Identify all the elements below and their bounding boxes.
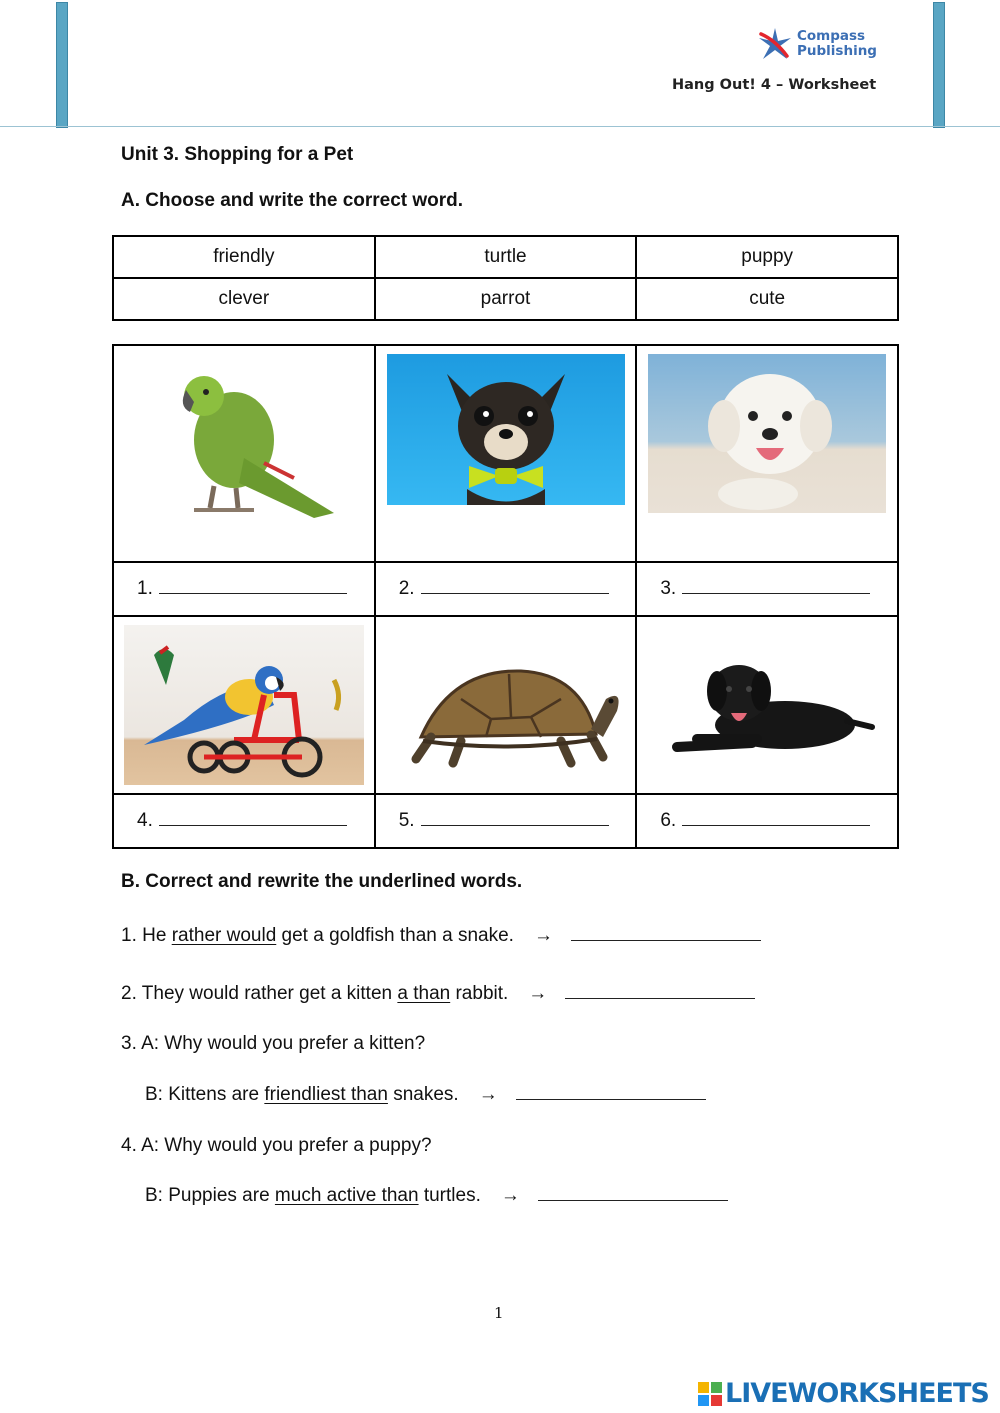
answer-blank-b4[interactable]	[538, 1187, 728, 1201]
answer-number: 4.	[137, 810, 153, 831]
answer-blank-3[interactable]	[682, 580, 870, 594]
compass-publishing-logo	[757, 26, 882, 66]
answer-blank-2[interactable]	[421, 580, 609, 594]
word-bank-cell: cute	[636, 278, 898, 320]
question-text: snakes.	[387, 1084, 459, 1105]
question-text: 2. They would rather get a kitten	[121, 983, 398, 1004]
question-text: rabbit.	[450, 983, 509, 1004]
word-bank-cell: turtle	[375, 236, 637, 278]
word-bank-cell: parrot	[375, 278, 637, 320]
answer-row	[113, 562, 898, 616]
answer-blank-b2[interactable]	[565, 985, 755, 999]
underlined-words: a than	[397, 983, 451, 1004]
answer-blank-b1[interactable]	[571, 927, 761, 941]
word-bank-row	[113, 278, 898, 320]
question-4b	[145, 1185, 728, 1207]
arrow-icon: →	[478, 1084, 498, 1105]
worksheet-title: Hang Out! 4 – Worksheet	[672, 77, 877, 93]
answer-blank-6[interactable]	[682, 812, 870, 826]
underlined-words: rather would	[171, 925, 277, 946]
answer-cell-6	[636, 794, 898, 848]
question-4a: 4. A: Why would you prefer a puppy?	[121, 1135, 432, 1156]
picture-cell-5	[375, 616, 637, 794]
answer-number: 5.	[398, 810, 415, 831]
header-left-bar	[56, 2, 68, 128]
arrow-icon: →	[528, 983, 548, 1004]
section-b-heading: B. Correct and rewrite the underlined words.	[121, 871, 523, 892]
answer-blank-4[interactable]	[159, 812, 347, 826]
underlined-words: much active than	[274, 1185, 419, 1206]
picture-cell-2	[375, 345, 637, 562]
answer-blank-5[interactable]	[421, 812, 609, 826]
answer-cell-4	[113, 794, 375, 848]
word-bank-row	[113, 236, 898, 278]
question-2	[121, 983, 755, 1005]
publisher-line-1: Compass	[797, 28, 866, 44]
answer-cell-1	[113, 562, 375, 616]
question-text: get a goldfish than a snake.	[276, 925, 514, 946]
unit-title: Unit 3. Shopping for a Pet	[121, 144, 354, 165]
question-text: turtles.	[418, 1185, 481, 1206]
answer-number: 2.	[398, 578, 415, 599]
chihuahua-bowtie-icon	[387, 354, 625, 505]
picture-cell-3	[636, 345, 898, 562]
picture-grid	[112, 344, 899, 849]
answer-number: 1.	[137, 578, 153, 599]
question-text: B: Kittens are	[145, 1084, 265, 1105]
answer-cell-5	[375, 794, 637, 848]
question-text: B: Puppies are	[145, 1185, 275, 1206]
word-bank-cell: puppy	[636, 236, 898, 278]
word-bank-cell: friendly	[113, 236, 375, 278]
black-puppy-icon	[657, 655, 877, 765]
page-number: 1	[494, 1304, 504, 1322]
picture-row	[113, 345, 898, 562]
word-bank-cell: clever	[113, 278, 375, 320]
answer-number: 3.	[660, 578, 677, 599]
picture-cell-1	[113, 345, 375, 562]
macaw-tricycle-icon	[124, 625, 364, 785]
turtle-icon	[391, 659, 621, 779]
answer-cell-3	[636, 562, 898, 616]
publisher-name	[797, 29, 877, 59]
arrow-icon: →	[500, 1185, 520, 1206]
arrow-icon: →	[533, 925, 553, 946]
compass-star-icon	[757, 26, 793, 62]
header-right-bar	[933, 2, 945, 128]
picture-cell-6	[636, 616, 898, 794]
white-puppy-icon	[648, 354, 886, 513]
question-1	[121, 925, 761, 947]
answer-blank-b3[interactable]	[516, 1086, 706, 1100]
answer-blank-1[interactable]	[159, 580, 347, 594]
answer-row	[113, 794, 898, 848]
green-parrot-icon	[144, 368, 344, 538]
publisher-line-2: Publishing	[797, 43, 877, 59]
question-3b	[145, 1084, 706, 1106]
header-divider	[0, 126, 1000, 127]
word-bank-table	[112, 235, 899, 321]
liveworksheets-grid-icon	[698, 1382, 722, 1406]
answer-number: 6.	[660, 810, 677, 831]
question-text: 1. He	[121, 925, 172, 946]
section-a-heading: A. Choose and write the correct word.	[121, 190, 464, 211]
picture-row	[113, 616, 898, 794]
question-3a: 3. A: Why would you prefer a kitten?	[121, 1033, 426, 1054]
liveworksheets-text: LIVEWORKSHEETS	[725, 1378, 989, 1409]
underlined-words: friendliest than	[264, 1084, 388, 1105]
picture-cell-4	[113, 616, 375, 794]
answer-cell-2	[375, 562, 637, 616]
